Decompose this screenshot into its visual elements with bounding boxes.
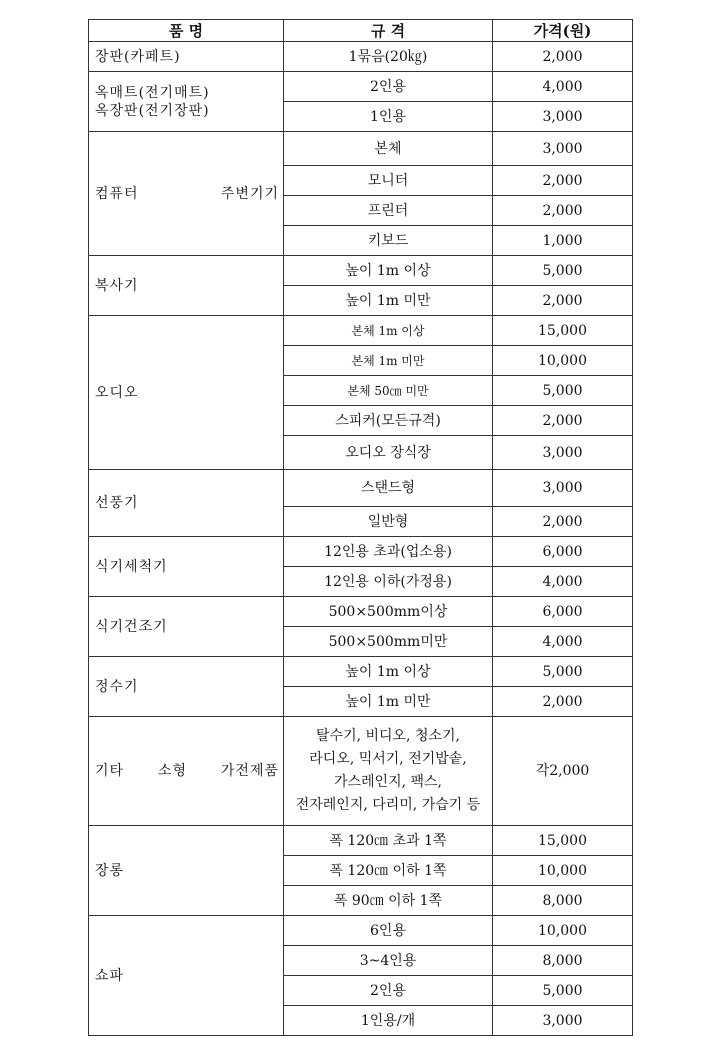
item-price: 8,000: [493, 886, 633, 916]
item-spec: 1인용/개: [284, 1006, 493, 1036]
item-spec: 키보드: [284, 226, 493, 256]
item-spec: 2인용: [284, 72, 493, 102]
item-price: 4,000: [493, 627, 633, 657]
header-price: 가격(원): [493, 20, 633, 42]
item-price: 5,000: [493, 657, 633, 687]
item-spec: 12인용 초과(업소용): [284, 537, 493, 567]
item-price: 3,000: [493, 1006, 633, 1036]
item-spec: 500×500mm미만: [284, 627, 493, 657]
item-spec: 본체 50㎝ 미만: [284, 376, 493, 406]
item-spec: 3~4인용: [284, 946, 493, 976]
item-name: 쇼파: [89, 916, 284, 1036]
item-name: 식기건조기: [89, 597, 284, 657]
header-spec: 규 격: [284, 20, 493, 42]
item-spec: 오디오 장식장: [284, 436, 493, 470]
item-spec-line: 전자레인지, 다리미, 가습기 등: [295, 797, 481, 813]
item-price: 4,000: [493, 567, 633, 597]
item-price: 각2,000: [493, 717, 633, 826]
item-name: 장롱: [89, 826, 284, 916]
item-price: 3,000: [493, 102, 633, 132]
item-spec-line: 탈수기, 비디오, 청소기,: [316, 728, 460, 744]
item-spec: 폭 120㎝ 이하 1쪽: [284, 856, 493, 886]
item-name: 장판(카페트): [89, 42, 284, 72]
item-price: 3,000: [493, 436, 633, 470]
item-price: 5,000: [493, 976, 633, 1006]
item-price: 6,000: [493, 597, 633, 627]
table-row: [89, 72, 633, 102]
table-row: [89, 470, 633, 507]
item-spec: 12인용 이하(가정용): [284, 567, 493, 597]
item-spec: 높이 1m 이상: [284, 657, 493, 687]
item-name: 기타 소형 가전제품: [89, 717, 284, 826]
item-spec: 본체: [284, 132, 493, 166]
item-name: 정수기: [89, 657, 284, 717]
item-price: 2,000: [493, 42, 633, 72]
item-spec: 높이 1m 이상: [284, 256, 493, 286]
item-spec: 스피커(모든규격): [284, 406, 493, 436]
item-spec: 프린터: [284, 196, 493, 226]
item-name: 오디오: [89, 316, 284, 470]
item-spec: 스탠드형: [284, 470, 493, 507]
item-spec-line: 가스레인지, 팩스,: [333, 774, 443, 790]
price-table: [88, 19, 633, 1036]
item-price: 5,000: [493, 376, 633, 406]
table-row: [89, 132, 633, 166]
item-spec: 본체 1m 이상: [284, 316, 493, 346]
item-spec: 2인용: [284, 976, 493, 1006]
item-price: 2,000: [493, 507, 633, 537]
item-price: 2,000: [493, 687, 633, 717]
item-price: 1,000: [493, 226, 633, 256]
item-price: 3,000: [493, 470, 633, 507]
item-spec: 1인용: [284, 102, 493, 132]
table-row: [89, 42, 633, 72]
item-spec: 일반형: [284, 507, 493, 537]
item-spec-line: 라디오, 믹서기, 전기밥솥,: [309, 751, 467, 767]
item-spec: 폭 90㎝ 이하 1쪽: [284, 886, 493, 916]
item-spec: [284, 717, 493, 826]
item-name: 식기세척기: [89, 537, 284, 597]
item-spec: 1묶음(20㎏): [284, 42, 493, 72]
item-name-line: 옥장판(전기장판): [95, 102, 210, 119]
item-price: 15,000: [493, 826, 633, 856]
item-spec: 높이 1m 미만: [284, 687, 493, 717]
item-price: 2,000: [493, 406, 633, 436]
item-name: 복사기: [89, 256, 284, 316]
item-price: 5,000: [493, 256, 633, 286]
table-row: [89, 916, 633, 946]
table-row: [89, 826, 633, 856]
table-row: [89, 256, 633, 286]
item-name-line: 옥매트(전기매트): [95, 84, 210, 101]
item-spec: 모니터: [284, 166, 493, 196]
table-row: [89, 316, 633, 346]
header-name: 품 명: [89, 20, 284, 42]
item-spec: 높이 1m 미만: [284, 286, 493, 316]
item-price: 2,000: [493, 286, 633, 316]
item-price: 2,000: [493, 196, 633, 226]
item-spec: 본체 1m 미만: [284, 346, 493, 376]
item-spec: 폭 120㎝ 초과 1쪽: [284, 826, 493, 856]
item-price: 6,000: [493, 537, 633, 567]
table-row: [89, 597, 633, 627]
item-name: 컴퓨터 주변기기: [89, 132, 284, 256]
item-spec: 500×500mm이상: [284, 597, 493, 627]
item-price: 8,000: [493, 946, 633, 976]
table-row: [89, 717, 633, 826]
item-price: 2,000: [493, 166, 633, 196]
item-spec: 6인용: [284, 916, 493, 946]
table-row: [89, 657, 633, 687]
item-price: 15,000: [493, 316, 633, 346]
item-price: 4,000: [493, 72, 633, 102]
header-row: [89, 20, 633, 42]
table-row: [89, 537, 633, 567]
item-name: 선풍기: [89, 470, 284, 537]
item-price: 3,000: [493, 132, 633, 166]
item-price: 10,000: [493, 346, 633, 376]
item-name: [89, 72, 284, 132]
item-price: 10,000: [493, 856, 633, 886]
item-price: 10,000: [493, 916, 633, 946]
